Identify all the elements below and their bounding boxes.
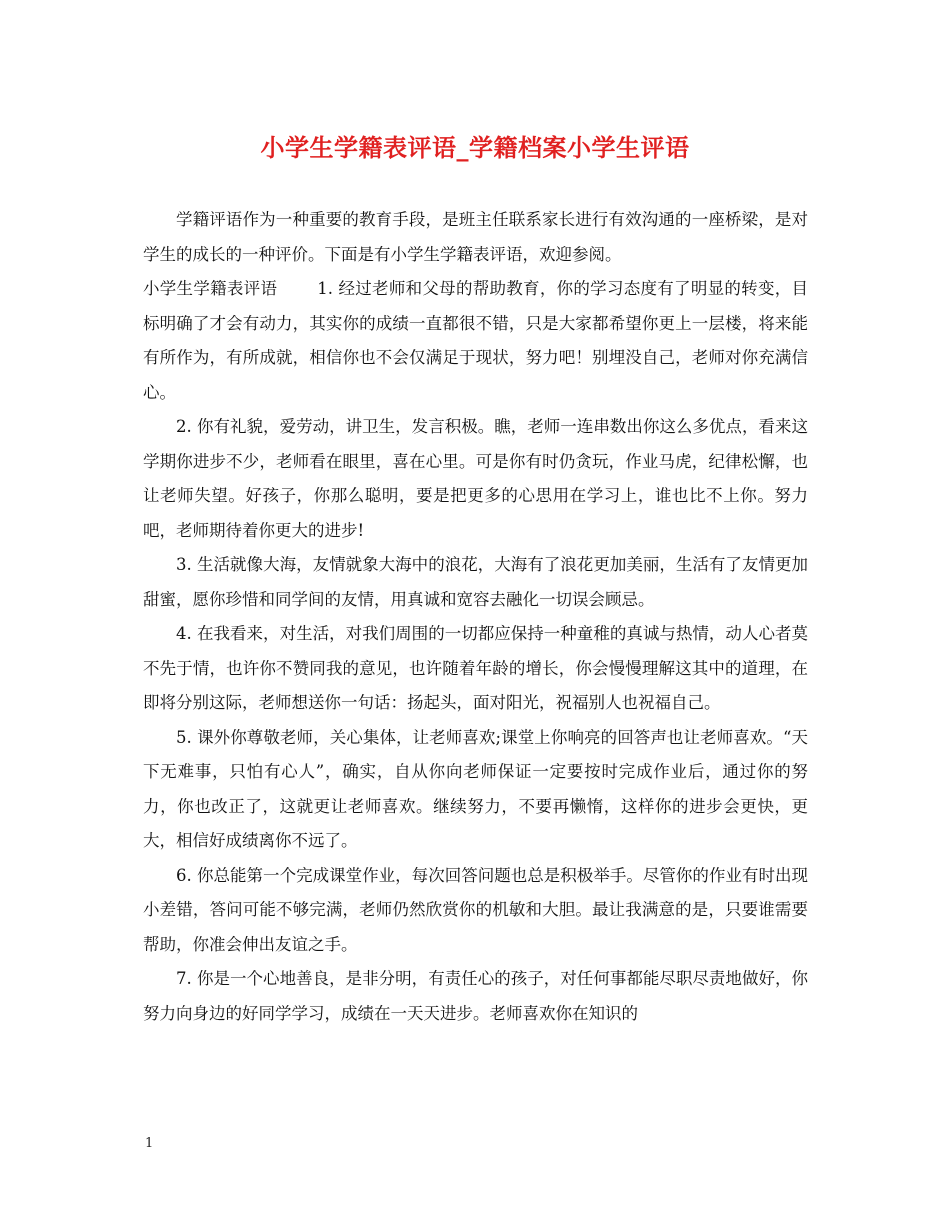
comment-paragraph-5: 5. 课外你尊敬老师，关心集体，让老师喜欢;课堂上你响亮的回答声也让老师喜欢。“天下无难事，只怕有心人”，确实，自从你向老师保证一定要按时完成作业后，通过你的努力，你也改正了，这就更让老师喜欢。继续努力，不要再懒惰，这样你的进步会更快，更大，相信好成绩离你不远了。 <box>143 727 808 850</box>
comment-paragraph-1 <box>143 272 808 410</box>
comment-paragraph-3: 3. 生活就像大海，友情就象大海中的浪花，大海有了浪花更加美丽，生活有了友情更加甜蜜，愿你珍惜和同学间的友情，用真诚和宽容去融化一切误会顾忌。 <box>143 555 808 609</box>
page-number: 1 <box>145 1136 154 1151</box>
document-title: 小学生学籍表评语_学籍档案小学生评语 <box>260 133 690 162</box>
section-label: 小学生学籍表评语 <box>143 279 278 298</box>
comment-paragraph-4: 4. 在我看来，对生活，对我们周围的一切都应保持一种童稚的真诚与热情，动人心者莫不先于情，也许你不赞同我的意见，也许随着年龄的增长，你会慢慢理解这其中的道理，在即将分别这际，老师想送你一句话：扬起头，面对阳光，祝福别人也祝福自己。 <box>143 624 808 712</box>
comment-paragraph-7: 7. 你是一个心地善良，是非分明，有责任心的孩子，对任何事都能尽职尽责地做好，你努力向身边的好同学学习，成绩在一天天进步。老师喜欢你在知识的 <box>143 969 808 1023</box>
comment-1-text: 1. 经过老师和父母的帮助教育，你的学习态度有了明显的转变，目标明确了才会有动力，其实你的成绩一直都很不错，只是大家都希望你更上一层楼，将来能有所作为，有所成就，相信你也不会仅满足于现状，努力吧！别埋没自己，老师对你充满信心。 <box>143 279 808 402</box>
document-body <box>143 203 808 1031</box>
comment-paragraph-2: 2. 你有礼貌，爱劳动，讲卫生，发言积极。瞧，老师一连串数出你这么多优点，看来这学期你进步不少，老师看在眼里，喜在心里。可是你有时仍贪玩，作业马虎，纪律松懈，也让老师失望。好孩子，你那么聪明，要是把更多的心思用在学习上，谁也比不上你。努力吧，老师期待着你更大的进步! <box>143 417 808 540</box>
comment-paragraph-6: 6. 你总能第一个完成课堂作业，每次回答问题也总是积极举手。尽管你的作业有时出现小差错，答问可能不够完满，老师仍然欣赏你的机敏和大胆。最让我满意的是，只要谁需要帮助，你准会伸出友谊之手。 <box>143 865 808 954</box>
intro-paragraph: 学籍评语作为一种重要的教育手段，是班主任联系家长进行有效沟通的一座桥梁，是对学生的成长的一种评价。下面是有小学生学籍表评语，欢迎参阅。 <box>143 210 808 264</box>
